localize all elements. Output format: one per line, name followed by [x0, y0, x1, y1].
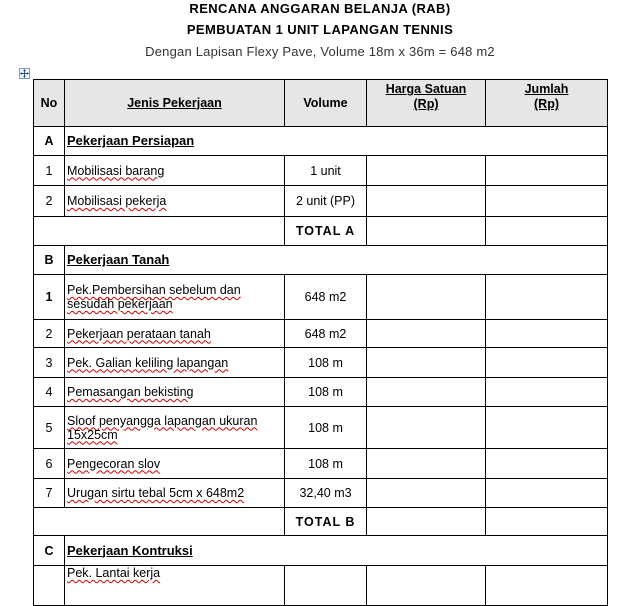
table-header-row [34, 80, 608, 127]
table-row [34, 275, 608, 320]
row-harga[interactable] [367, 275, 486, 320]
row-jenis-label: Pengecoran slov [67, 456, 161, 471]
row-jumlah[interactable] [486, 275, 608, 320]
row-jenis [65, 479, 285, 508]
section-title-label: Pekerjaan Kontruksi [67, 542, 193, 558]
row-harga[interactable] [367, 479, 486, 508]
row-no: 6 [34, 449, 65, 479]
row-jenis [65, 407, 285, 449]
section-code: C [34, 536, 65, 566]
section-row-b [34, 246, 608, 275]
row-volume: 2 unit (PP) [285, 186, 367, 217]
section-code: A [34, 127, 65, 156]
section-row-a [34, 127, 608, 156]
row-volume: 1 unit [285, 156, 367, 186]
row-jumlah[interactable] [486, 320, 608, 348]
total-row-a [34, 217, 608, 246]
row-jenis-label: Sloof penyangga lapangan ukuran 15x25cm [67, 413, 258, 442]
row-volume [285, 566, 367, 606]
row-volume: 648 m2 [285, 320, 367, 348]
row-volume: 108 m [285, 348, 367, 378]
total-spacer [34, 217, 285, 246]
row-jenis [65, 378, 285, 407]
table-row [34, 378, 608, 407]
section-code: B [34, 246, 65, 275]
header-jenis-pekerjaan [65, 80, 285, 127]
row-jenis [65, 156, 285, 186]
row-jumlah[interactable] [486, 156, 608, 186]
row-jumlah[interactable] [486, 449, 608, 479]
header-jenis-label: Jenis Pekerjaan [127, 95, 222, 110]
row-jumlah[interactable] [486, 479, 608, 508]
header-no: No [34, 80, 65, 127]
row-no: 1 [34, 156, 65, 186]
row-no: 2 [34, 320, 65, 348]
row-jenis [65, 566, 285, 606]
header-harga-unit: (Rp) [413, 97, 439, 111]
row-harga[interactable] [367, 449, 486, 479]
row-no: 5 [34, 407, 65, 449]
row-harga[interactable] [367, 348, 486, 378]
table-row [34, 186, 608, 217]
row-no: 2 [34, 186, 65, 217]
total-jumlah[interactable] [486, 217, 608, 246]
row-harga[interactable] [367, 186, 486, 217]
section-title [65, 246, 608, 275]
section-title [65, 127, 608, 156]
row-volume: 108 m [285, 449, 367, 479]
row-jumlah[interactable] [486, 566, 608, 606]
row-volume: 108 m [285, 378, 367, 407]
header-jumlah-unit: (Rp) [534, 97, 559, 111]
document-subtitle-volume: Dengan Lapisan Flexy Pave, Volume 18m x 36m = 648 m2 [145, 44, 495, 59]
section-title-label: Pekerjaan Tanah [67, 252, 170, 267]
section-title [65, 536, 608, 566]
row-jenis-label: Urugan sirtu tebal 5cm x 648m2 [67, 486, 245, 500]
table-row [34, 479, 608, 508]
row-jenis [65, 275, 285, 320]
row-harga[interactable] [367, 320, 486, 348]
row-jenis-label: Pekerjaan perataan tanah [67, 326, 211, 341]
row-jenis-label: Pek. Galian keliling lapangan [67, 355, 229, 370]
row-harga[interactable] [367, 407, 486, 449]
row-no: 3 [34, 348, 65, 378]
row-no: 1 [34, 275, 65, 320]
table-row [34, 407, 608, 449]
row-volume: 32,40 m3 [285, 479, 367, 508]
row-harga[interactable] [367, 378, 486, 407]
table-row [34, 566, 608, 606]
row-harga[interactable] [367, 156, 486, 186]
table-row [34, 348, 608, 378]
header-harga-satuan [367, 80, 486, 127]
table-move-handle-icon[interactable] [19, 68, 30, 79]
row-jenis [65, 348, 285, 378]
total-harga[interactable] [367, 508, 486, 536]
section-title-label: Pekerjaan Persiapan [67, 133, 195, 148]
row-jenis [65, 320, 285, 348]
total-spacer [34, 508, 285, 536]
row-jenis-label: Pemasangan bekisting [67, 385, 194, 399]
table-row [34, 449, 608, 479]
section-row-c [34, 536, 608, 566]
row-jumlah[interactable] [486, 378, 608, 407]
document-title: RENCANA ANGGARAN BELANJA (RAB) [189, 1, 451, 16]
header-volume: Volume [285, 80, 367, 127]
row-jenis-label: Pek.Pembersihan sebelum dan sesudah pekerjaan [67, 283, 241, 311]
row-jumlah[interactable] [486, 407, 608, 449]
document-subtitle: PEMBUATAN 1 UNIT LAPANGAN TENNIS [186, 22, 454, 37]
rab-table [33, 79, 608, 606]
total-harga[interactable] [367, 217, 486, 246]
header-jumlah [486, 80, 608, 127]
row-jenis-label: Mobilisasi barang [67, 163, 165, 178]
row-jenis-label: Mobilisasi pekerja [67, 194, 167, 208]
total-label: TOTAL B [285, 508, 367, 536]
total-label: TOTAL A [285, 217, 367, 246]
row-jenis-label: Pek. Lantai kerja [67, 566, 161, 580]
table-row [34, 156, 608, 186]
header-harga-label: Harga Satuan [385, 82, 467, 96]
total-jumlah[interactable] [486, 508, 608, 536]
row-jumlah[interactable] [486, 186, 608, 217]
row-harga[interactable] [367, 566, 486, 606]
row-no: 4 [34, 378, 65, 407]
row-jenis [65, 449, 285, 479]
table-row [34, 320, 608, 348]
total-row-b [34, 508, 608, 536]
row-no [34, 566, 65, 606]
row-volume: 108 m [285, 407, 367, 449]
header-jumlah-label: Jumlah [524, 82, 569, 96]
row-jumlah[interactable] [486, 348, 608, 378]
row-volume: 648 m2 [285, 275, 367, 320]
row-no: 7 [34, 479, 65, 508]
row-jenis [65, 186, 285, 217]
